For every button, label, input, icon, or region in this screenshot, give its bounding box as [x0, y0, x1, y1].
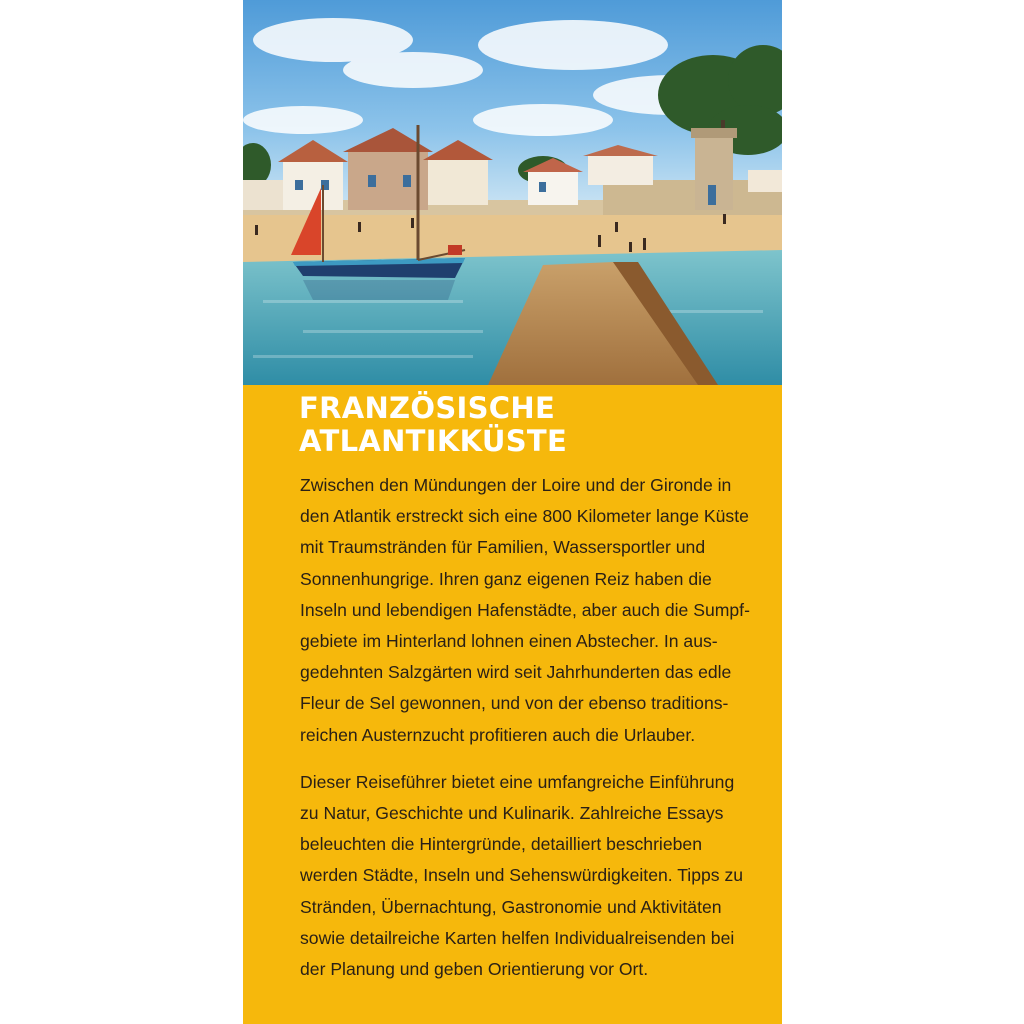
paragraph-line: gedehnten Salzgärten wird seit Jahrhunderten das edle [300, 662, 732, 683]
paragraph-line: gebiete im Hinterland lohnen einen Abstecher. In aus- [300, 631, 718, 652]
paragraph-line: der Planung und geben Orientierung vor Ort. [300, 959, 649, 980]
paragraph-line: Inseln und lebendigen Hafenstädte, aber auch die Sumpf- [300, 599, 750, 620]
title-line-1: FRANZÖSISCHE [299, 391, 556, 425]
paragraph-line: Zwischen den Mündungen der Loire und der Gironde in [300, 475, 732, 495]
title-line-2: ATLANTIKKÜSTE [299, 424, 568, 458]
book-title [299, 392, 769, 458]
paragraph-line: beleuchten die Hintergründe, detailliert beschrieben [300, 834, 702, 855]
paragraph-line: den Atlantik erstreckt sich eine 800 Kilometer lange Küste [300, 506, 749, 527]
paragraph-line: Fleur de Sel gewonnen, und von der ebenso traditions- [300, 693, 729, 714]
paragraph-line: Stränden, Übernachtung, Gastronomie und Aktivitäten [300, 896, 722, 917]
paragraph-line: reichen Austernzucht profitieren auch die Urlauber. [300, 724, 696, 745]
paragraph-line: Dieser Reiseführer bietet eine umfangreiche Einführung [300, 771, 735, 792]
description-paragraph-1 [300, 470, 770, 751]
paragraph-line: Sonnenhungrige. Ihren ganz eigenen Reiz haben die [300, 568, 712, 589]
coastal-harbor-photo [243, 0, 782, 385]
description-paragraph-2 [300, 767, 770, 985]
description-text [300, 470, 770, 985]
paragraph-line: sowie detailreiche Karten helfen Individualreisenden bei [300, 927, 735, 948]
paragraph-line: werden Städte, Inseln und Sehenswürdigkeiten. Tipps zu [300, 865, 744, 886]
paragraph-line: zu Natur, Geschichte und Kulinarik. Zahlreiche Essays [300, 803, 724, 824]
book-back-cover [243, 0, 782, 1024]
paragraph-line: mit Traumstränden für Familien, Wassersportler und [300, 537, 706, 558]
